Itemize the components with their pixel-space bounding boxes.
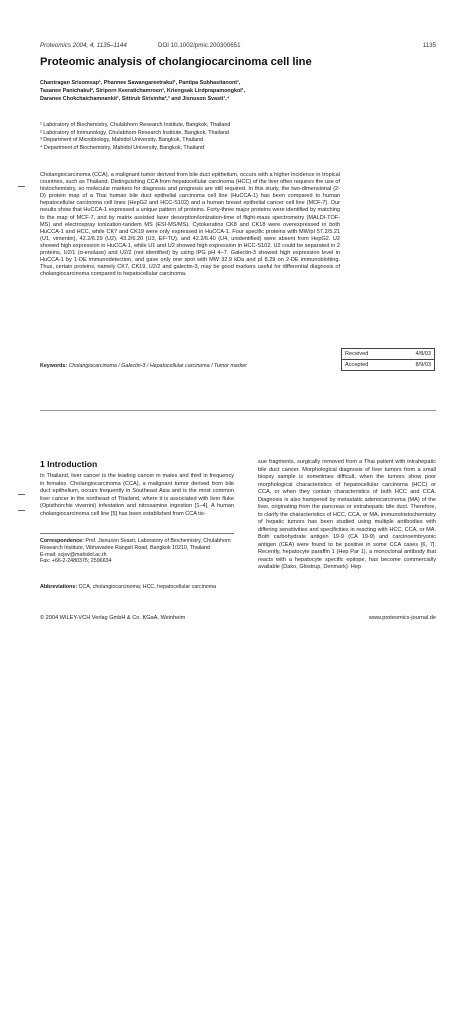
copyright: © 2004 WILEY-VCH Verlag GmbH & Co. KGaA, Weinheim <box>40 615 186 621</box>
abstract: Cholangiocarcinoma (CCA), a malignant tumor derived from bile duct epithelium, occurs with a higher incidence in tropical countries, such as Thailand. Distinguishing CCA from hepatocellular carcinoma (HCC) of the liver often requires the use of histochemistry, so molecular markers for diagnosis and prognosis are still required. In this study, the two-dimensional (2-D) protein map of a Thai human bile duct epithelial carcinoma cell line (HuCCA-1) has been compared to human hepatocellular carcinoma cell lines (HepG2 and HCC-S102) and a human breast epithelial cancer cell line (MCF-7). Our results show that HuCCA-1 expressed a unique pattern of proteins. Forty-three major proteins were identified by matching to the map of MCF-7, and by matrix assisted laser desorption/ionization-time of flight-mass spectrometry (MALDI-TOF-MS) and electrospray ionization-tandem MS (ESI-MS/MS). Cytokeratins CK8 and CK18 were overexpressed in both HuCCA-1 and HCC, while CK7 and CK19 were only expressed in HuCCA-1. Four specific proteins with MW/pI 57.2/5.21 (U1, vimentin), 42.2/6.29 (U2), 43.2/6.20 (U3, EF-TU), and 42.2/6.40 (U4, unidentified) were absent from HepG2. U2 showed high expression in HuCCA-1, while U1 and U2 showed high expression in HCC-S102. U2 could be separated in 2 proteins, U2/1 (α-enolase) and U2/2 (not identified) by using IPG pH 4–7. Galectin-3 showed high expression level in HuCCA-1 by 1-DE immunodetection, and gave only one spot with MW 32.9 kDa and pI 8.29 on 2-DE immunoblotting. Thus, certain proteins, namely CK7, CK19, U2/2 and galectin-3, may be good markers useful for differential diagnosis of cholangiocarcinoma compared to hepatocellular carcinoma. <box>40 172 340 278</box>
correspondence-email[interactable]: E-mail: scjsv@mahidol.ac.th <box>40 551 107 558</box>
journal-citation: Proteomics 2004, 4, 1135–1144 <box>40 42 127 49</box>
author-line: Tasanee Panichakul², Siriporn Keeratichamroen¹, Kriengsak Lirdprapamongkol¹, <box>40 87 246 94</box>
accepted-date: 8/9/03 <box>415 362 431 368</box>
margin-mark <box>18 186 25 187</box>
margin-mark <box>18 510 25 511</box>
accepted-row <box>342 359 434 370</box>
author-line: Daranee Chokchaichamnankit¹, Sittiruk Sirisinha²,³ and Jisnuson Svasti¹,⁴ <box>40 95 230 102</box>
article-title: Proteomic analysis of cholangiocarcinoma cell line <box>40 56 312 68</box>
page-number: 1135 <box>422 42 436 49</box>
section-heading: 1 Introduction <box>40 459 98 469</box>
keywords-label: Keywords: <box>40 363 68 369</box>
abbreviations <box>40 584 234 591</box>
intro-text-right: sue fragments, surgically removed from a Thai patient with intrahepatic bile duct cancer. Morphological diagnosis of liver tumors from a small biopsy sample is sometimes difficult, when the tumors show poor morphological characteristics of hepatocellular carcinoma (HCC) or CCA, or when they contain characteristics of both HCC and CCA. Diagnosis is also hampered by metastatic adenocarcinoma (MA) of the liver, originating from the pancreas or extrahepatic bile duct. Therefore, to clarify the characteristics of HCC, CCA, or MA, immunohistochemistry of hepatic tumors has been studied using multiple antibodies with differing sensitivities and specificities in reacting with HCC, CCA, or MA. Both carbohydrate antigen 19-9 (CA 19-9) and carcinoembryonic antigen (CEA) were found to be positive in some CCA cases [6, 7]. Recently, hepatocyte paraffin 1 (Hep Par 1), a monoclonal antibody that reacts with a hepatocyte specific epitope, has become commercially available (Dako, Glostrup, Denmark). Hep <box>258 459 436 570</box>
abbreviations-text: CCA, cholangiocarcinoma; HCC, hepatocellular carcinoma <box>78 584 217 590</box>
affiliation: ³ Department of Microbiology, Mahidol University, Bangkok, Thailand <box>40 137 203 144</box>
correspondence-label: Correspondence: <box>40 538 84 544</box>
divider <box>40 410 436 411</box>
author-list <box>40 80 430 103</box>
journal-url[interactable]: www.proteomics-journal.de <box>368 615 436 621</box>
keywords-text: Cholangiocarcinoma / Galectin-3 / Hepatocellular carcinoma / Tumor marker <box>68 363 247 369</box>
accepted-label: Accepted <box>345 362 369 368</box>
received-date: 4/8/03 <box>415 351 431 357</box>
received-accepted-box <box>341 348 435 371</box>
correspondence <box>40 538 234 565</box>
correspondence-text: Prof. Jisnuson Svasti, Laboratory of Biochemistry, Chulabhorn Research Institute, Vibhavadee Rangsit Road, Bangkok 10210, Thailand <box>40 538 231 551</box>
footnote-divider <box>40 533 234 534</box>
intro-text-left: In Thailand, liver cancer is the leading cancer in males and third in frequency in females. Cholangiocarcinoma (CCA), a malignant tumor derived from bile duct epithelium, occurs frequently in Southeast Asia and is the most common liver cancer in the northeast of Thailand, where it is associated with liver fluke (Opisthorchis viverrini) infestation and nitrosamine ingestion [1–4]. A human cholangiocarcinoma cell line [5] has been established from CCA tis- <box>40 473 234 517</box>
correspondence-fax: Fax: +66-2-2480375; 2596634 <box>40 558 112 565</box>
received-label: Received <box>345 351 369 357</box>
doi[interactable]: DOI 10.1002/pmic.200300651 <box>158 42 241 49</box>
running-header <box>40 42 436 52</box>
keywords <box>40 363 340 369</box>
affiliation: ⁴ Department of Biochemistry, Mahidol University, Bangkok, Thailand <box>40 144 205 151</box>
affiliation-list <box>40 122 430 152</box>
affiliation: ¹ Laboratory of Biochemistry, Chulabhorn Research Institute, Bangkok, Thailand <box>40 122 231 128</box>
abbreviations-label: Abbreviations: <box>40 584 78 590</box>
affiliation: ² Laboratory of Immunology, Chulabhorn Research Institute, Bangkok, Thailand <box>40 129 229 136</box>
received-row <box>342 349 434 359</box>
margin-mark <box>18 494 25 495</box>
author-line: Chantragan Srisomsap¹, Phannee Sawangareetrakul¹, Pantipa Subhasitanont¹, <box>40 80 241 86</box>
